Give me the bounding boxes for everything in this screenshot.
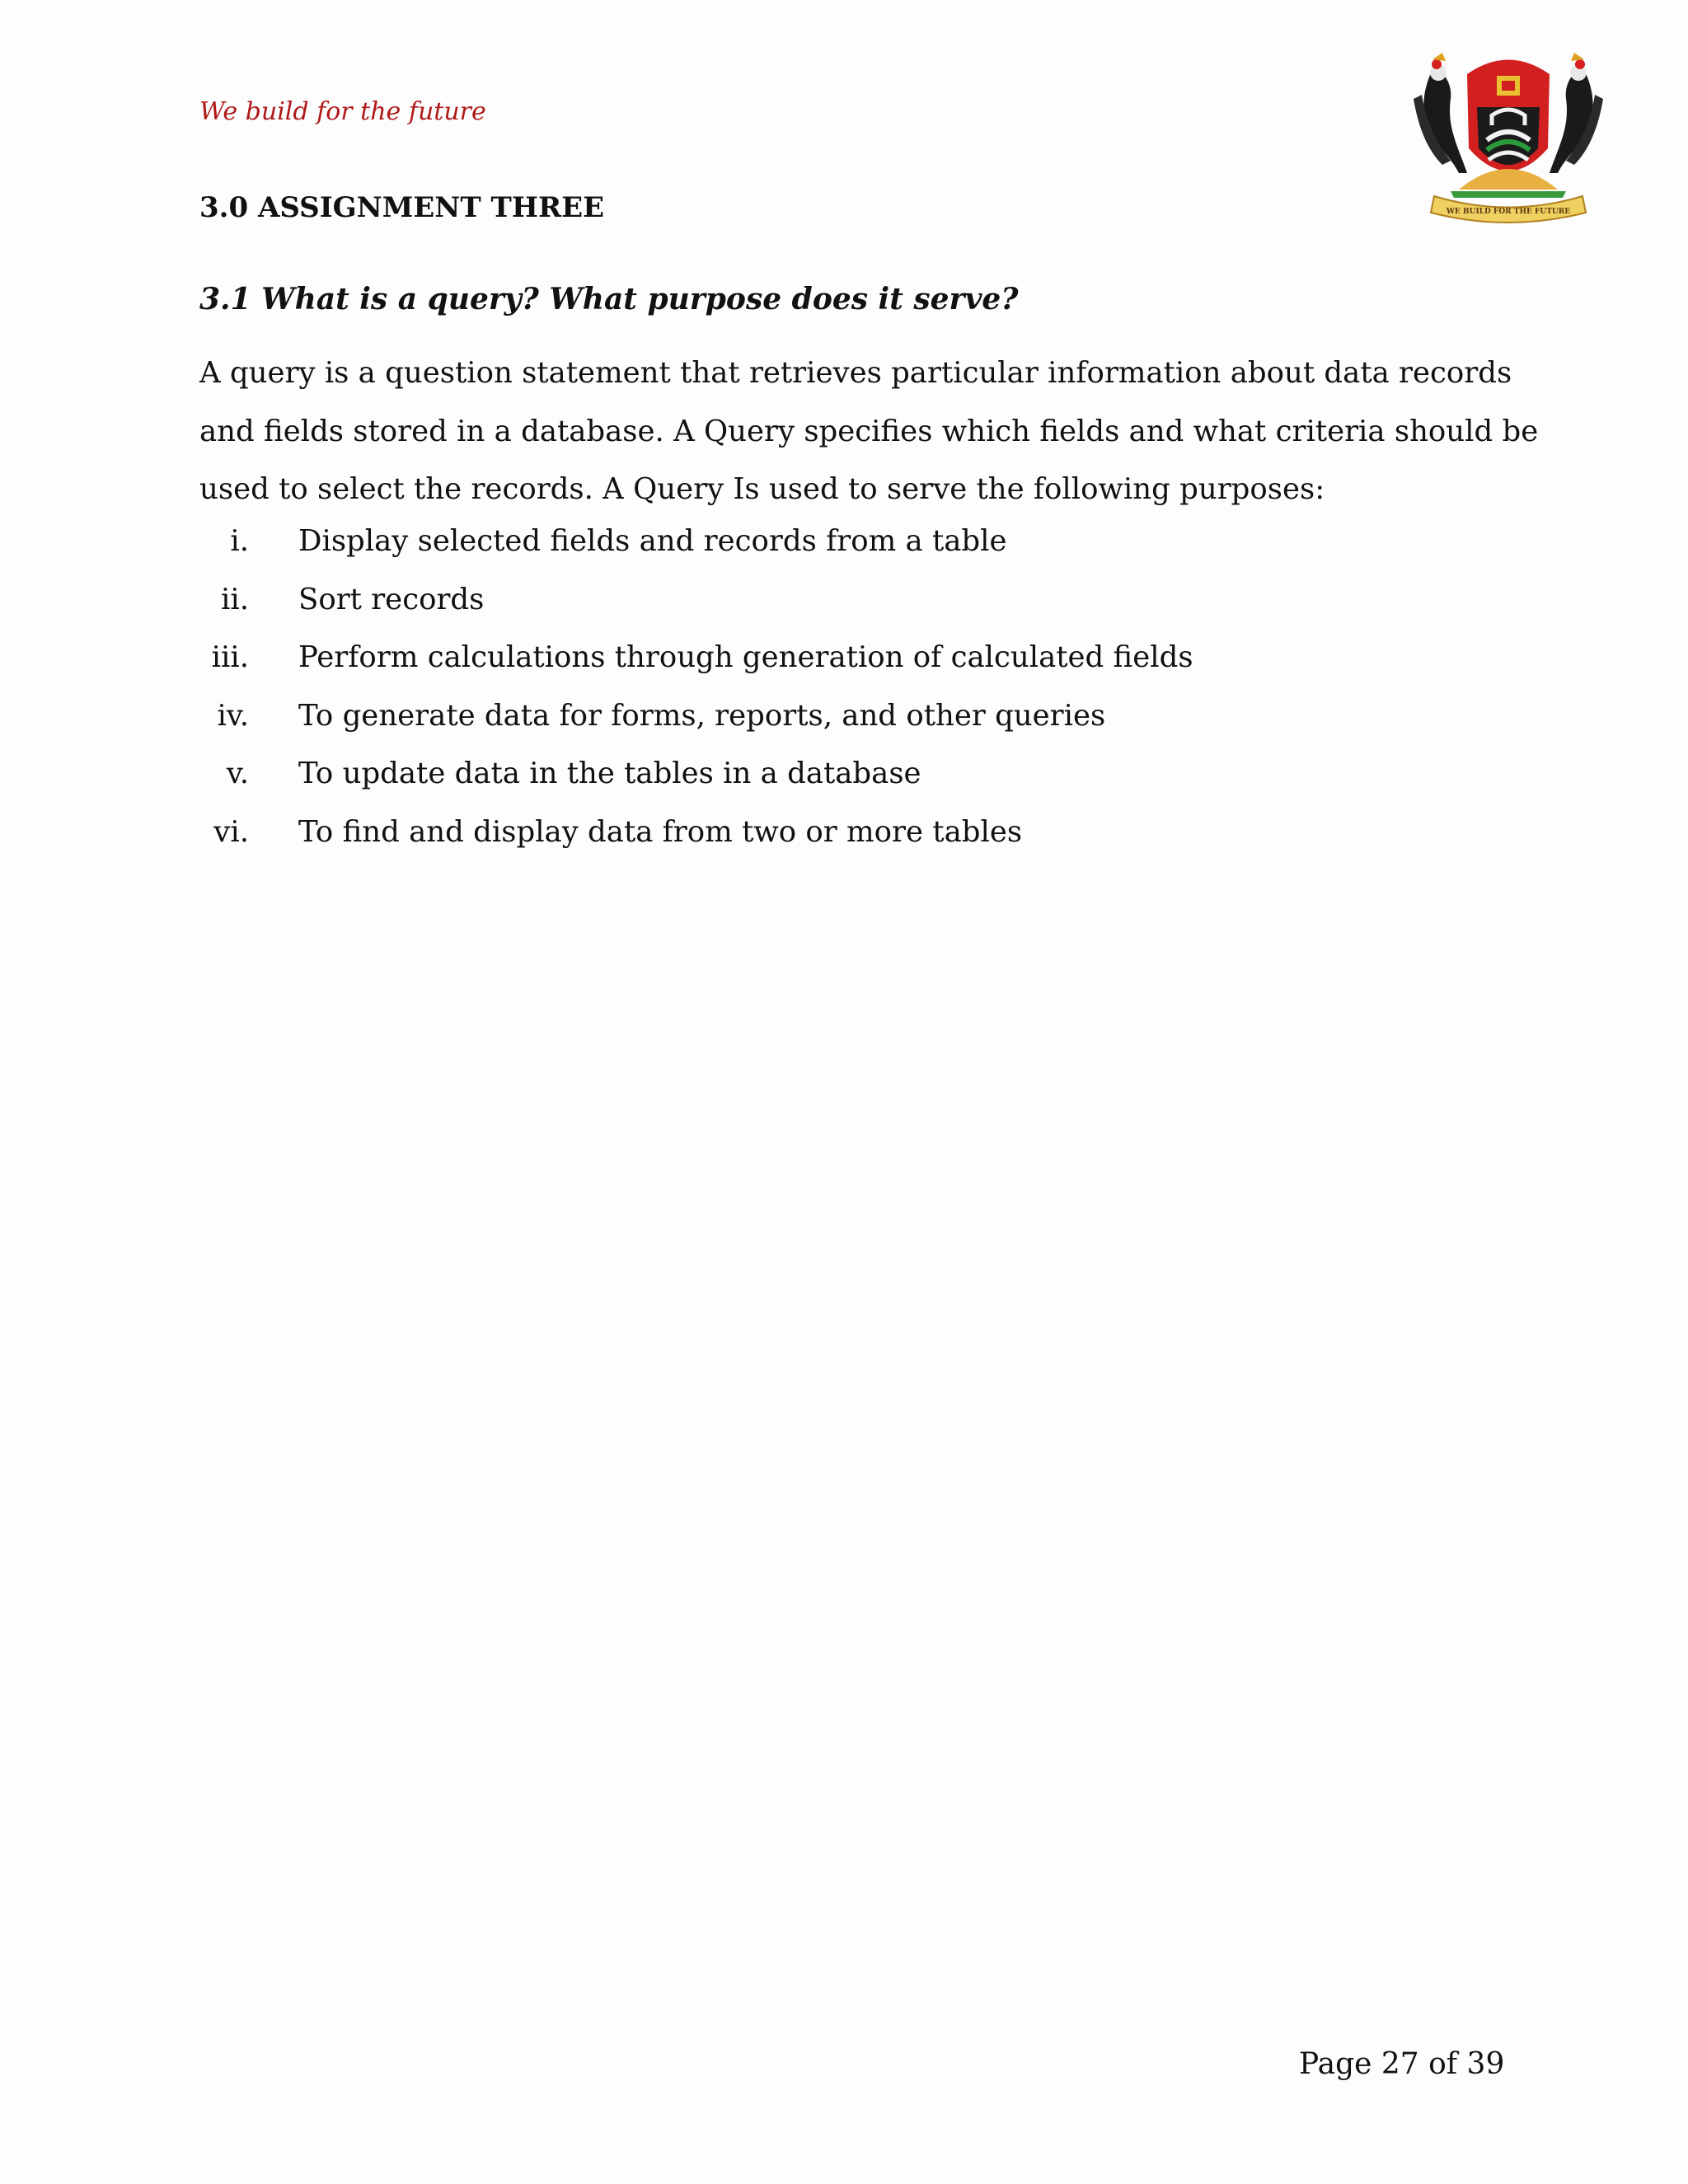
paragraph-line: A query is a question statement that retrieves particular information about data records bbox=[199, 356, 1512, 390]
paragraph-line: and fields stored in a database. A Query specifies which fields and what criteria should be bbox=[199, 414, 1539, 448]
list-item bbox=[199, 629, 1469, 687]
list-item-text: Perform calculations through generation of calculated fields bbox=[298, 640, 1193, 674]
list-item bbox=[199, 804, 1469, 862]
list-item-text: To find and display data from two or more tables bbox=[298, 814, 1023, 849]
list-item-text: Sort records bbox=[298, 582, 485, 616]
section-title: 3.0 ASSIGNMENT THREE bbox=[199, 191, 605, 224]
list-item-number: i. bbox=[230, 524, 249, 558]
answer-paragraph bbox=[199, 344, 1539, 519]
list-item bbox=[199, 687, 1469, 746]
list-item-number: v. bbox=[226, 757, 249, 790]
university-crest-icon bbox=[1401, 49, 1615, 231]
list-item-number: vi. bbox=[213, 814, 249, 849]
page-number: Page 27 of 39 bbox=[1299, 2047, 1505, 2081]
list-item-number: iv. bbox=[217, 698, 249, 733]
header-tagline: We build for the future bbox=[199, 97, 486, 126]
list-item-number: ii. bbox=[221, 582, 249, 616]
paragraph-line: used to select the records. A Query Is used to serve the following purposes: bbox=[199, 472, 1325, 506]
crest-banner-text: WE BUILD FOR THE FUTURE bbox=[1446, 208, 1571, 216]
list-item bbox=[199, 513, 1469, 571]
question-heading: 3.1 What is a query? What purpose does it serve? bbox=[199, 282, 1019, 316]
list-item bbox=[199, 571, 1469, 630]
list-item-number: iii. bbox=[211, 640, 249, 674]
purposes-list bbox=[199, 513, 1469, 861]
list-item-text: Display selected fields and records from a table bbox=[298, 524, 1007, 558]
list-item-text: To update data in the tables in a database bbox=[298, 757, 921, 790]
list-item bbox=[199, 745, 1469, 804]
list-item-text: To generate data for forms, reports, and other queries bbox=[298, 698, 1106, 733]
